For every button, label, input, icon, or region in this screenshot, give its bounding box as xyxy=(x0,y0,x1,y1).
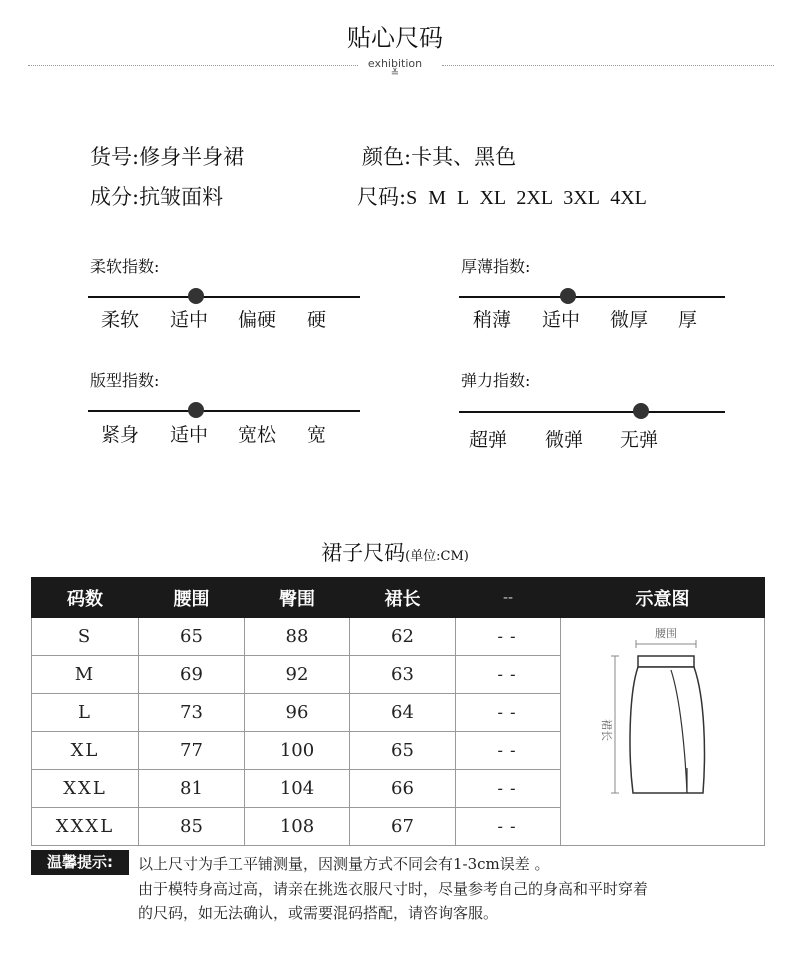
size-cell: S xyxy=(32,618,139,656)
hip-cell: 96 xyxy=(245,694,350,732)
hip-cell: 92 xyxy=(245,656,350,694)
item-number xyxy=(90,141,244,171)
fit-scale-line xyxy=(88,410,360,412)
thickness-indicator-dot xyxy=(560,288,576,304)
page-title: 贴心尺码 xyxy=(347,24,443,52)
size-info xyxy=(357,181,647,211)
length-cell: 63 xyxy=(350,656,456,694)
size-cell: XL xyxy=(32,732,139,770)
size-table-title xyxy=(0,537,790,567)
length-cell: 67 xyxy=(350,808,456,846)
thickness-option: 适中 xyxy=(542,309,581,331)
size-table-title-text: 裙子尺码 xyxy=(321,541,406,565)
elasticity-option: 微弹 xyxy=(545,429,584,451)
hip-cell: 104 xyxy=(245,770,350,808)
softness-option: 适中 xyxy=(170,309,209,331)
color-info xyxy=(362,141,516,171)
tip-text-line: 的尺码，如无法确认，或需要混码搭配，请咨询客服。 xyxy=(138,904,499,922)
material-info xyxy=(90,181,223,211)
fit-option: 适中 xyxy=(170,424,209,446)
chevron-down-icon: ≚ xyxy=(390,68,400,79)
blank-cell: -- xyxy=(456,808,561,846)
material-value: 抗皱面料 xyxy=(139,185,224,209)
softness-option: 偏硬 xyxy=(238,309,277,331)
thickness-option: 微厚 xyxy=(610,309,649,331)
size-label: 尺码: xyxy=(357,185,407,209)
size-cell: L xyxy=(32,694,139,732)
waist-cell: 73 xyxy=(139,694,245,732)
waist-cell: 69 xyxy=(139,656,245,694)
column-header-length: 裙长 xyxy=(350,578,456,618)
waist-cell: 65 xyxy=(139,618,245,656)
elasticity-scale-line xyxy=(459,411,725,413)
skirt-diagram-icon xyxy=(563,618,763,840)
item-number-label: 货号: xyxy=(90,145,140,169)
column-header-blank: -- xyxy=(456,578,561,618)
skirt-diagram-cell xyxy=(561,618,765,846)
thickness-option: 厚 xyxy=(678,309,698,331)
elasticity-indicator-dot xyxy=(633,403,649,419)
length-cell: 65 xyxy=(350,732,456,770)
softness-indicator-dot xyxy=(188,288,204,304)
column-header-diagram: 示意图 xyxy=(561,578,765,618)
hip-cell: 100 xyxy=(245,732,350,770)
waist-dimension-label: 腰围 xyxy=(654,627,677,640)
size-table-unit: (单位:CM) xyxy=(405,549,469,564)
size-value: S M L XL 2XL 3XL 4XL xyxy=(406,187,647,209)
item-number-value: 修身半身裙 xyxy=(139,145,245,169)
softness-option: 硬 xyxy=(307,309,327,331)
color-value: 卡其、黑色 xyxy=(411,145,517,169)
blank-cell: -- xyxy=(456,694,561,732)
column-header-waist: 腰围 xyxy=(139,578,245,618)
softness-label: 柔软指数: xyxy=(90,257,160,276)
thickness-scale-line xyxy=(459,296,725,298)
waist-cell: 81 xyxy=(139,770,245,808)
elasticity-option: 无弹 xyxy=(620,429,659,451)
length-dimension-label: 裙长 xyxy=(599,719,613,741)
size-cell: XXL xyxy=(32,770,139,808)
column-header-hip: 臀围 xyxy=(245,578,350,618)
fit-option: 紧身 xyxy=(101,424,140,446)
waist-cell: 77 xyxy=(139,732,245,770)
elasticity-label: 弹力指数: xyxy=(461,371,531,390)
thickness-option: 稍薄 xyxy=(473,309,512,331)
blank-cell: -- xyxy=(456,656,561,694)
length-cell: 66 xyxy=(350,770,456,808)
tip-text-line: 以上尺寸为手工平铺测量，因测量方式不同会有1-3cm误差 。 xyxy=(138,855,550,873)
size-cell: XXXL xyxy=(32,808,139,846)
thickness-label: 厚薄指数: xyxy=(461,257,531,276)
softness-option: 柔软 xyxy=(101,309,140,331)
hip-cell: 88 xyxy=(245,618,350,656)
softness-scale-line xyxy=(88,296,360,298)
material-label: 成分: xyxy=(90,185,140,209)
table-row xyxy=(32,618,765,656)
table-header-row xyxy=(32,578,765,618)
hip-cell: 108 xyxy=(245,808,350,846)
size-table xyxy=(31,577,765,846)
fit-indicator-dot xyxy=(188,402,204,418)
fit-option: 宽松 xyxy=(238,424,277,446)
length-cell: 64 xyxy=(350,694,456,732)
blank-cell: -- xyxy=(456,732,561,770)
length-cell: 62 xyxy=(350,618,456,656)
elasticity-option: 超弹 xyxy=(469,429,508,451)
column-header-size: 码数 xyxy=(32,578,139,618)
fit-option: 宽 xyxy=(307,424,327,446)
fit-label: 版型指数: xyxy=(90,371,160,390)
page-subtitle: exhibition xyxy=(367,57,423,70)
waist-cell: 85 xyxy=(139,808,245,846)
size-cell: M xyxy=(32,656,139,694)
tip-text-line: 由于模特身高过高，请亲在挑选衣服尺寸时，尽量参考自己的身高和平时穿着 xyxy=(138,880,649,898)
blank-cell: -- xyxy=(456,770,561,808)
blank-cell: -- xyxy=(456,618,561,656)
color-label: 颜色: xyxy=(362,145,412,169)
tip-badge: 温馨提示: xyxy=(31,850,129,875)
